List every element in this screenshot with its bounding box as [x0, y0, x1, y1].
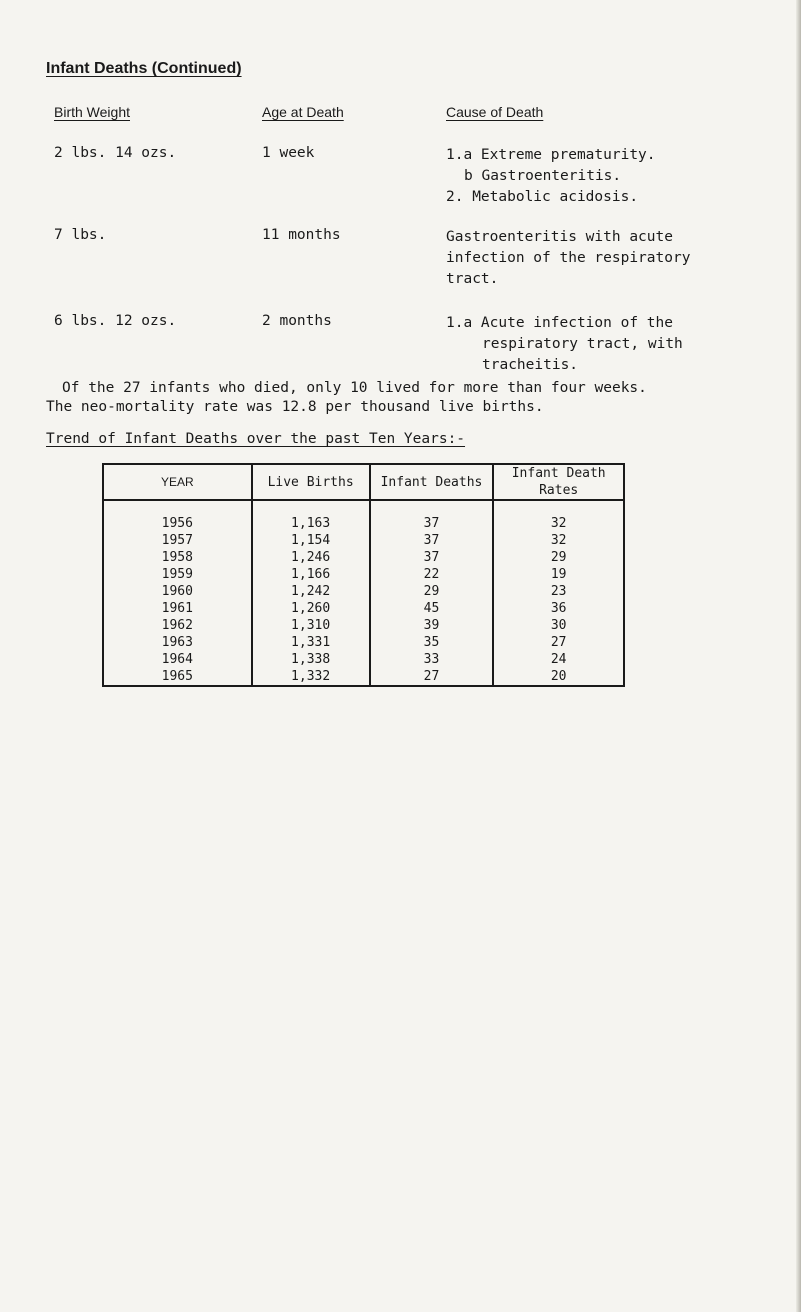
- live-births-cell: 1,166: [252, 566, 370, 583]
- death-rate-cell: 27: [493, 634, 624, 651]
- table-row: [103, 634, 624, 651]
- death-rate-cell: 32: [493, 532, 624, 549]
- live-births-cell: 1,310: [252, 617, 370, 634]
- year-cell: 1963: [103, 634, 252, 651]
- infant-deaths-cell: 29: [370, 583, 494, 600]
- summary-line-1: Of the 27 infants who died, only 10 lived for more than four weeks.: [62, 380, 647, 396]
- death-rate-cell: 19: [493, 566, 624, 583]
- death-rate-cell: 23: [493, 583, 624, 600]
- table-row: [103, 500, 624, 532]
- live-births-cell: 1,163: [252, 500, 370, 532]
- cause-line: 1.a Extreme prematurity.: [446, 147, 656, 163]
- death-rate-cell: 29: [493, 549, 624, 566]
- infant-deaths-cell: 35: [370, 634, 494, 651]
- year-cell: 1960: [103, 583, 252, 600]
- infant-deaths-cell: 37: [370, 532, 494, 549]
- infant-deaths-cell: 22: [370, 566, 494, 583]
- live-births-cell: 1,331: [252, 634, 370, 651]
- year-cell: 1962: [103, 617, 252, 634]
- case-2-cause: [446, 227, 690, 290]
- table-row: [103, 566, 624, 583]
- infant-deaths-cell: 33: [370, 651, 494, 668]
- live-births-cell: 1,332: [252, 668, 370, 686]
- table-row: [103, 583, 624, 600]
- year-cell: 1961: [103, 600, 252, 617]
- col-header-death-rates: Infant Death Rates: [493, 464, 624, 500]
- year-cell: 1959: [103, 566, 252, 583]
- summary-line-2: The neo-mortality rate was 12.8 per thousand live births.: [46, 399, 544, 415]
- case-2-birth-weight: 7 lbs.: [54, 227, 107, 243]
- live-births-cell: 1,260: [252, 600, 370, 617]
- live-births-cell: 1,246: [252, 549, 370, 566]
- cause-line: b Gastroenteritis.: [464, 168, 622, 184]
- case-1-cause: [446, 145, 656, 208]
- year-cell: 1965: [103, 668, 252, 686]
- cause-line: respiratory tract, with: [482, 336, 683, 352]
- cause-line: Gastroenteritis with acute: [446, 229, 673, 245]
- table-row: [103, 549, 624, 566]
- header-birth-weight: Birth Weight: [54, 104, 130, 120]
- case-2-age: 11 months: [262, 227, 341, 243]
- year-cell: 1964: [103, 651, 252, 668]
- cause-line: infection of the respiratory: [446, 250, 691, 266]
- case-1-age: 1 week: [262, 145, 315, 161]
- death-rate-cell: 36: [493, 600, 624, 617]
- table-row: [103, 532, 624, 549]
- page-title: Infant Deaths (Continued): [46, 60, 242, 77]
- year-cell: 1956: [103, 500, 252, 532]
- col-header-infant-deaths: Infant Deaths: [370, 464, 494, 500]
- live-births-cell: 1,338: [252, 651, 370, 668]
- page-edge-shadow: [796, 0, 801, 1312]
- trend-title: Trend of Infant Deaths over the past Ten Years:-: [46, 431, 466, 447]
- header-cause-of-death: Cause of Death: [446, 104, 544, 120]
- trend-table-header-row: [103, 464, 624, 500]
- live-births-cell: 1,154: [252, 532, 370, 549]
- live-births-cell: 1,242: [252, 583, 370, 600]
- table-row: [103, 668, 624, 686]
- trend-table: [102, 463, 625, 687]
- table-row: [103, 600, 624, 617]
- case-3-birth-weight: 6 lbs. 12 ozs.: [54, 313, 177, 329]
- table-row: [103, 651, 624, 668]
- case-1-birth-weight: 2 lbs. 14 ozs.: [54, 145, 177, 161]
- cause-line: tracheitis.: [482, 357, 579, 373]
- cause-line: 1.a Acute infection of the: [446, 315, 673, 331]
- case-3-cause: [446, 313, 683, 376]
- death-rate-cell: 30: [493, 617, 624, 634]
- table-row: [103, 617, 624, 634]
- year-cell: 1957: [103, 532, 252, 549]
- death-rate-cell: 24: [493, 651, 624, 668]
- death-rate-cell: 20: [493, 668, 624, 686]
- case-3-age: 2 months: [262, 313, 332, 329]
- infant-deaths-cell: 45: [370, 600, 494, 617]
- col-header-year: YEAR: [103, 464, 252, 500]
- year-cell: 1958: [103, 549, 252, 566]
- infant-deaths-cell: 27: [370, 668, 494, 686]
- header-age-at-death: Age at Death: [262, 104, 344, 120]
- infant-deaths-cell: 39: [370, 617, 494, 634]
- col-header-live-births: Live Births: [252, 464, 370, 500]
- cause-line: 2. Metabolic acidosis.: [446, 189, 639, 205]
- death-rate-cell: 32: [493, 500, 624, 532]
- cause-line: tract.: [446, 271, 499, 287]
- infant-deaths-cell: 37: [370, 500, 494, 532]
- infant-deaths-cell: 37: [370, 549, 494, 566]
